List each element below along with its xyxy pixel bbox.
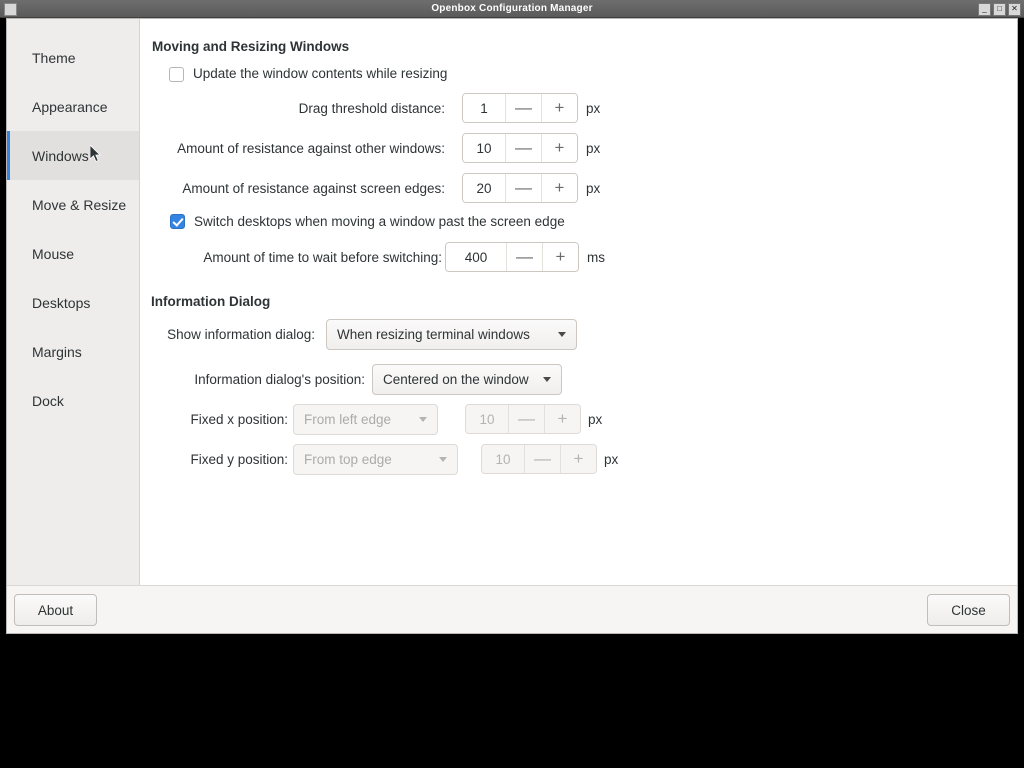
- content-area: [7, 19, 1017, 587]
- resistance-windows-unit: px: [586, 141, 601, 156]
- fixed-x-origin-value: From left edge: [304, 412, 392, 427]
- config-window: [6, 18, 1018, 634]
- drag-threshold-value[interactable]: 1: [463, 94, 505, 122]
- update-contents-label: Update the window contents while resizing: [193, 66, 448, 81]
- sidebar-item-windows[interactable]: [7, 131, 139, 180]
- resistance-windows-minus-button[interactable]: —: [505, 134, 541, 162]
- fixed-x-label: Fixed x position:: [190, 412, 288, 427]
- resistance-edges-spinner[interactable]: [462, 173, 578, 203]
- window-title: Openbox Configuration Manager: [431, 3, 593, 14]
- sidebar-item-label: Move & Resize: [32, 196, 127, 213]
- sidebar-item-label: Appearance: [32, 98, 108, 115]
- resistance-edges-minus-button[interactable]: —: [505, 174, 541, 202]
- fixed-x-spinner[interactable]: [465, 404, 581, 434]
- sidebar-item-move-resize[interactable]: [7, 180, 139, 229]
- settings-panel: [140, 19, 1017, 587]
- switch-desktops-checkbox[interactable]: [170, 214, 185, 229]
- fixed-y-spinner[interactable]: [481, 444, 597, 474]
- sidebar-item-mouse[interactable]: [7, 229, 139, 278]
- minimize-button[interactable]: _: [978, 3, 991, 16]
- switch-desktops-label: Switch desktops when moving a window past the screen edge: [194, 214, 565, 229]
- sidebar-item-label: Desktops: [32, 294, 91, 311]
- sidebar-item-appearance[interactable]: [7, 82, 139, 131]
- sidebar-item-dock[interactable]: [7, 376, 139, 425]
- fixed-x-minus-button[interactable]: —: [508, 405, 544, 433]
- resistance-edges-plus-button[interactable]: +: [541, 174, 577, 202]
- fixed-x-value[interactable]: 10: [466, 405, 508, 433]
- update-contents-checkbox[interactable]: [169, 67, 184, 82]
- dialog-position-combo[interactable]: [372, 364, 562, 395]
- dialog-position-value: Centered on the window: [383, 372, 529, 387]
- fixed-y-unit: px: [604, 452, 619, 467]
- chevron-down-icon: [419, 417, 427, 422]
- dialog-position-label: Information dialog's position:: [194, 372, 365, 387]
- fixed-y-origin-value: From top edge: [304, 452, 392, 467]
- sidebar-item-label: Mouse: [32, 245, 75, 262]
- close-button[interactable]: Close: [927, 594, 1010, 626]
- show-dialog-value: When resizing terminal windows: [337, 327, 530, 342]
- about-button[interactable]: About: [14, 594, 97, 626]
- switch-wait-label: Amount of time to wait before switching:: [203, 250, 442, 265]
- drag-threshold-plus-button[interactable]: +: [541, 94, 577, 122]
- switch-wait-value[interactable]: 400: [446, 243, 506, 271]
- drag-threshold-minus-button[interactable]: —: [505, 94, 541, 122]
- fixed-y-value[interactable]: 10: [482, 445, 524, 473]
- chevron-down-icon: [543, 377, 551, 382]
- window-titlebar: [0, 0, 1024, 18]
- show-dialog-combo[interactable]: [326, 319, 577, 350]
- fixed-x-origin-combo[interactable]: [293, 404, 438, 435]
- resistance-edges-label: Amount of resistance against screen edges:: [182, 181, 445, 196]
- section-title-moving-resizing: Moving and Resizing Windows: [152, 39, 350, 54]
- switch-wait-unit: ms: [587, 250, 605, 265]
- resistance-windows-spinner[interactable]: [462, 133, 578, 163]
- maximize-button[interactable]: □: [993, 3, 1006, 16]
- fixed-y-minus-button[interactable]: —: [524, 445, 560, 473]
- drag-threshold-label: Drag threshold distance:: [298, 101, 445, 116]
- switch-wait-plus-button[interactable]: +: [542, 243, 578, 271]
- resistance-windows-value[interactable]: 10: [463, 134, 505, 162]
- sidebar-item-label: Dock: [32, 392, 64, 409]
- resistance-windows-plus-button[interactable]: +: [541, 134, 577, 162]
- show-dialog-label: Show information dialog:: [167, 327, 315, 342]
- drag-threshold-spinner[interactable]: [462, 93, 578, 123]
- sidebar: [7, 19, 140, 587]
- drag-threshold-unit: px: [586, 101, 601, 116]
- chevron-down-icon: [439, 457, 447, 462]
- window-controls: [978, 3, 1021, 16]
- sidebar-item-label: Margins: [32, 343, 82, 360]
- resistance-edges-unit: px: [586, 181, 601, 196]
- resistance-edges-value[interactable]: 20: [463, 174, 505, 202]
- sidebar-item-theme[interactable]: [7, 33, 139, 82]
- sidebar-item-margins[interactable]: [7, 327, 139, 376]
- fixed-y-plus-button[interactable]: +: [560, 445, 596, 473]
- sidebar-item-desktops[interactable]: [7, 278, 139, 327]
- fixed-y-origin-combo[interactable]: [293, 444, 458, 475]
- resistance-windows-label: Amount of resistance against other windows:: [177, 141, 445, 156]
- chevron-down-icon: [558, 332, 566, 337]
- sidebar-item-label: Theme: [32, 49, 76, 66]
- fixed-y-label: Fixed y position:: [190, 452, 288, 467]
- window-menu-icon[interactable]: [4, 3, 17, 16]
- close-window-button[interactable]: ✕: [1008, 3, 1021, 16]
- section-title-information-dialog: Information Dialog: [151, 294, 271, 309]
- sidebar-item-label: Windows: [32, 147, 89, 164]
- switch-wait-spinner[interactable]: [445, 242, 579, 272]
- fixed-x-plus-button[interactable]: +: [544, 405, 580, 433]
- switch-wait-minus-button[interactable]: —: [506, 243, 542, 271]
- dialog-footer: [7, 585, 1017, 633]
- fixed-x-unit: px: [588, 412, 603, 427]
